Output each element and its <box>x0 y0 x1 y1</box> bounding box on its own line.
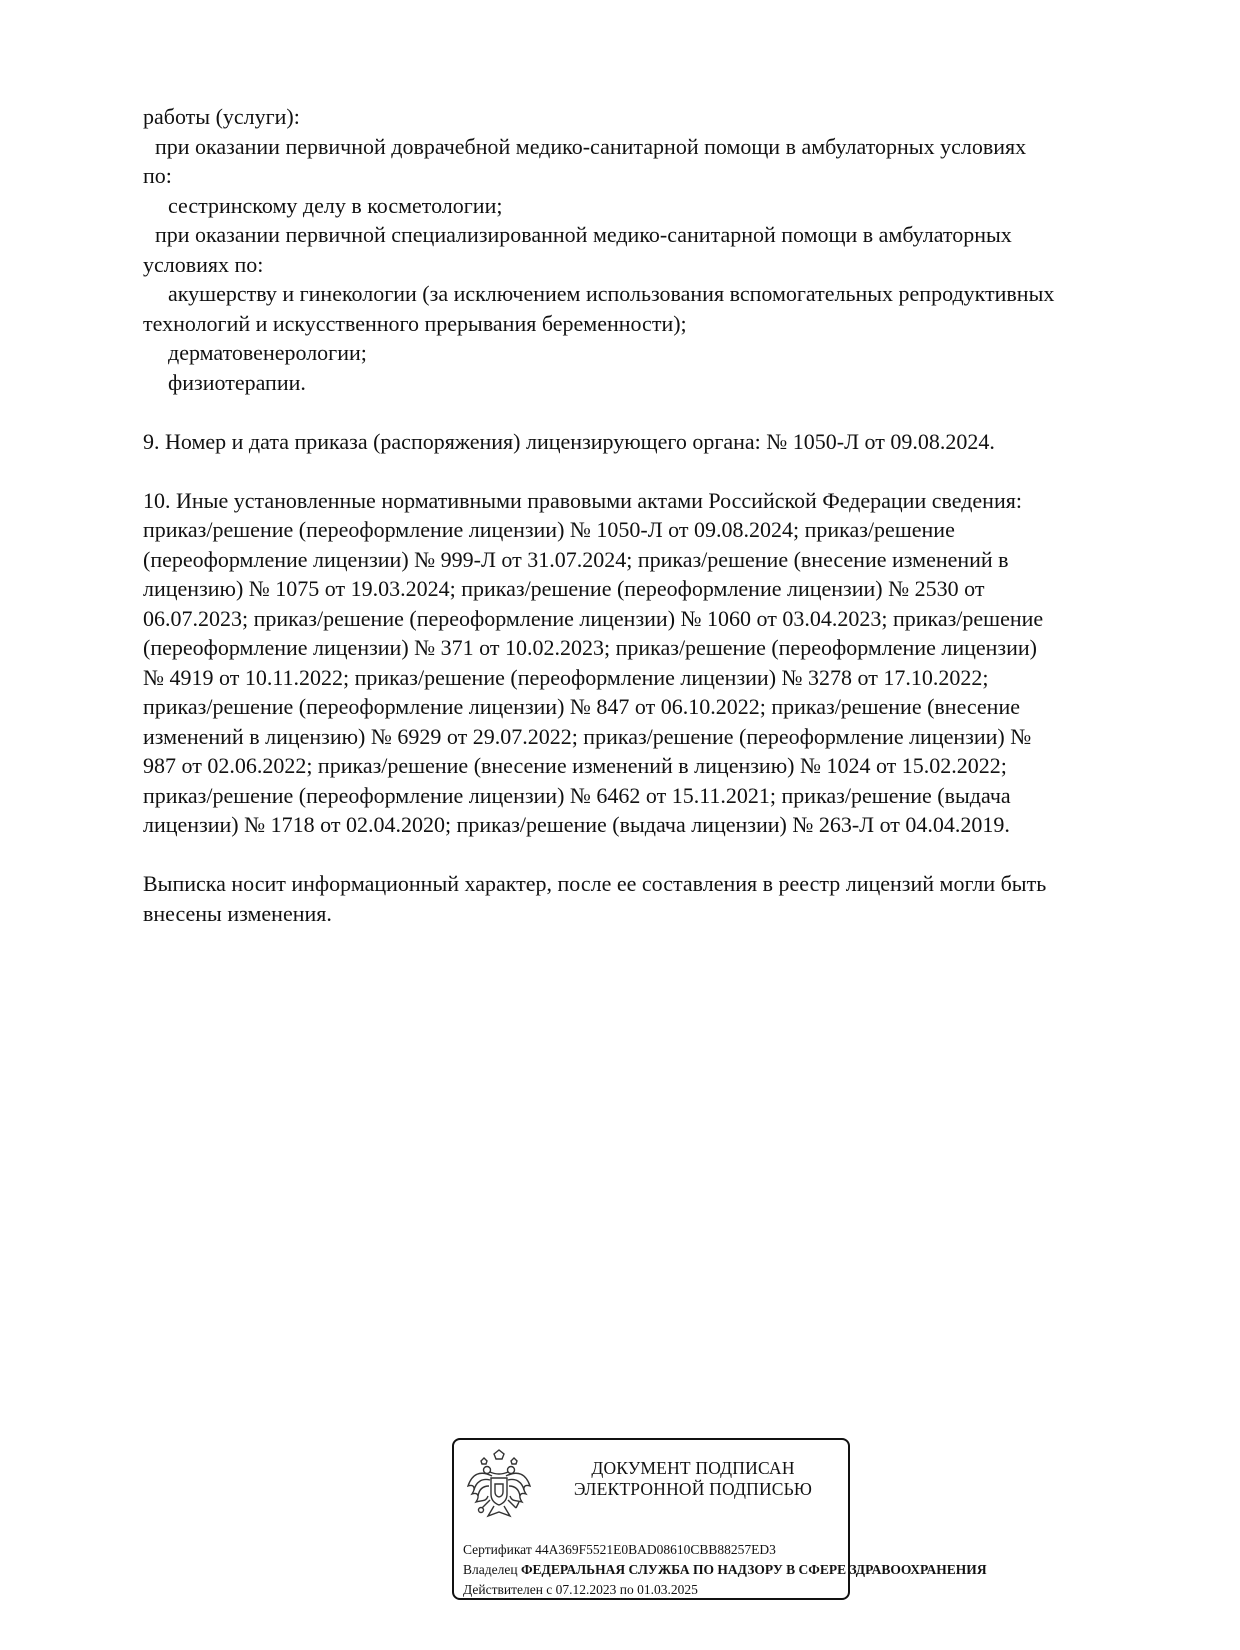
owner-row <box>463 1560 987 1580</box>
owner-label: Владелец <box>463 1562 518 1577</box>
text-line: условиях по: <box>143 251 264 277</box>
disclaimer-line: внесены изменения. <box>143 900 332 926</box>
text-line: изменений в лицензию) № 6929 от 29.07.2022; приказ/решение (переоформление лицензии) № <box>143 723 1032 749</box>
text-line: акушерству и гинекологии (за исключением использования вспомогательных репродуктивных <box>168 281 1055 306</box>
document-body <box>143 102 1153 928</box>
text-line: при оказании первичной специализированной медико-санитарной помощи в амбулаторных <box>155 222 1012 247</box>
owner-value: ФЕДЕРАЛЬНАЯ СЛУЖБА ПО НАДЗОРУ В СФЕРЕ ЗДРАВООХРАНЕНИЯ <box>520 1562 987 1577</box>
text-line: физиотерапии. <box>168 369 306 395</box>
section-9-line: 9. Номер и дата приказа (распоряжения) лицензирующего органа: № 1050-Л от 09.08.2024. <box>143 428 995 454</box>
paragraph-gap <box>143 456 1153 486</box>
text-line: лицензии) № 1718 от 02.04.2020; приказ/решение (выдача лицензии) № 263-Л от 04.04.2019. <box>143 812 1010 837</box>
text-line: 987 от 02.06.2022; приказ/решение (внесение изменений в лицензию) № 1024 от 15.02.2022; <box>143 753 1007 778</box>
certificate-row <box>463 1540 987 1560</box>
stamp-title-line: ЭЛЕКТРОННОЙ ПОДПИСЬЮ <box>573 1479 813 1499</box>
text-line: приказ/решение (переоформление лицензии) № 6462 от 15.11.2021; приказ/решение (выдача <box>143 782 1011 808</box>
text-line: при оказании первичной доврачебной медико-санитарной помощи в амбулаторных условиях <box>155 133 1027 159</box>
certificate-label: Сертификат <box>463 1542 532 1557</box>
certificate-value: 44A369F5521E0BAD08610CBB88257ED3 <box>535 1542 776 1557</box>
text-line: (переоформление лицензии) № 371 от 10.02.2023; приказ/решение (переоформление лицензии) <box>143 635 1037 660</box>
stamp-title-line: ДОКУМЕНТ ПОДПИСАН <box>591 1458 795 1478</box>
coat-of-arms-icon <box>464 1448 534 1528</box>
text-line: лицензию) № 1075 от 19.03.2024; приказ/решение (переоформление лицензии) № 2530 от <box>143 576 985 601</box>
electronic-signature-stamp <box>452 1438 987 1600</box>
text-line: приказ/решение (переоформление лицензии) № 847 от 06.10.2022; приказ/решение (внесение <box>143 694 1020 719</box>
text-line: приказ/решение (переоформление лицензии) № 1050-Л от 09.08.2024; приказ/решение <box>143 517 955 542</box>
text-line: сестринскому делу в косметологии; <box>168 192 503 218</box>
text-line: 06.07.2023; приказ/решение (переоформление лицензии) № 1060 от 03.04.2023; приказ/решение <box>143 605 1044 631</box>
text-line: № 4919 от 10.11.2022; приказ/решение (переоформление лицензии) № 3278 от 17.10.2022; <box>143 664 989 690</box>
text-line: (переоформление лицензии) № 999-Л от 31.07.2024; приказ/решение (внесение изменений в <box>143 546 1009 572</box>
validity-row: Действителен с 07.12.2023 по 01.03.2025 <box>463 1582 698 1597</box>
disclaimer-line: Выписка носит информационный характер, после ее составления в реестр лицензий могли быть <box>143 871 1047 896</box>
paragraph-gap <box>143 397 1153 427</box>
stamp-title <box>544 1458 842 1500</box>
text-line: дерматовенерологии; <box>168 340 367 365</box>
text-line: по: <box>143 163 172 188</box>
text-line: технологий и искусственного прерывания беременности); <box>143 310 687 336</box>
paragraph-gap <box>143 840 1153 870</box>
stamp-details <box>463 1540 987 1600</box>
text-line: работы (услуги): <box>143 104 300 129</box>
section-10-heading: 10. Иные установленные нормативными правовыми актами Российской Федерации сведения: <box>143 487 1022 513</box>
